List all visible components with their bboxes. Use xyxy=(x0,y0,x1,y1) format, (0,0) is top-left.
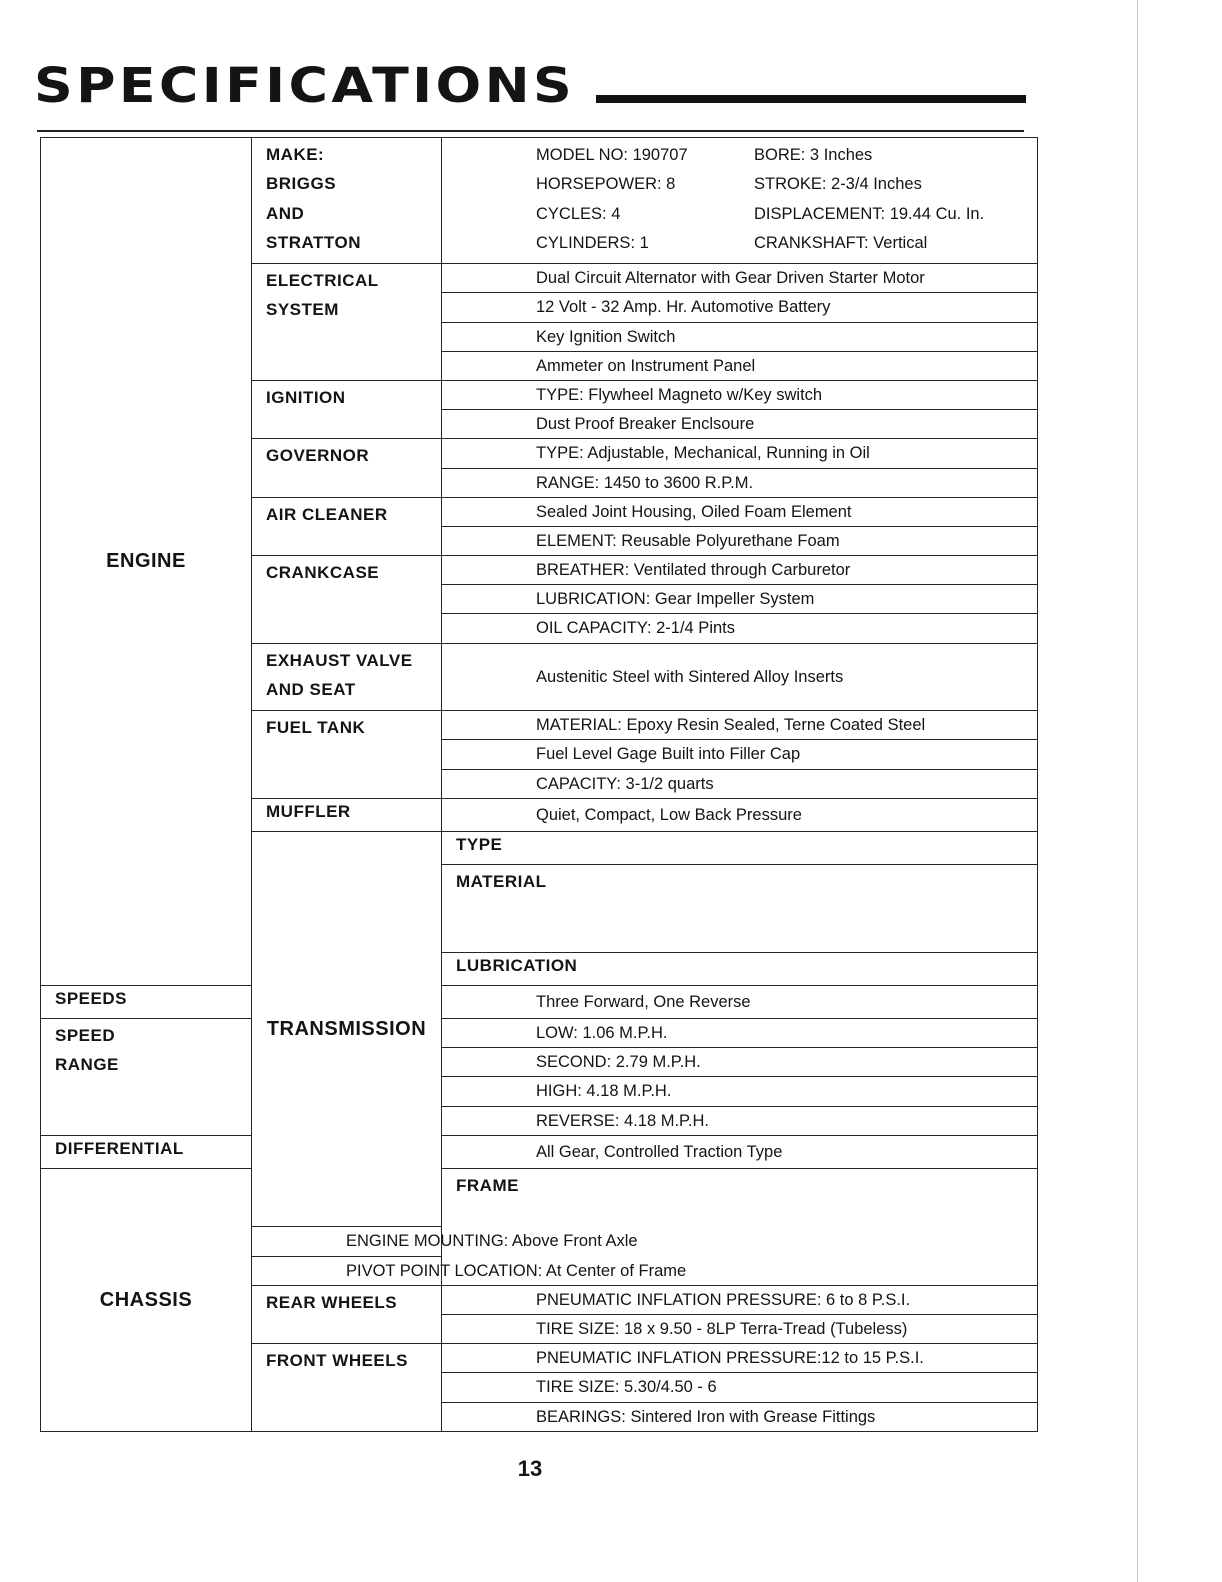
section-chassis: CHASSIS xyxy=(41,1169,252,1432)
type-label: TYPE xyxy=(456,834,503,854)
specifications-table xyxy=(40,137,1038,1432)
spec-value: BREATHER: Ventilated through Carburetor xyxy=(442,556,1038,585)
component-rear-wheels xyxy=(252,1285,442,1343)
table-row xyxy=(41,1019,1038,1048)
spec-value: PIVOT POINT LOCATION: At Center of Frame xyxy=(252,1256,442,1285)
table-row xyxy=(41,985,1038,1018)
spec-value: DISPLACEMENT: 19.44 Cu. In. xyxy=(754,204,985,223)
component-material xyxy=(442,865,1038,953)
component-front-wheels xyxy=(252,1344,442,1432)
material-label: MATERIAL xyxy=(456,872,547,892)
component-electrical xyxy=(252,264,442,381)
speeds-label: SPEEDS xyxy=(55,988,127,1008)
spec-value: REVERSE: 4.18 M.P.H. xyxy=(442,1106,1038,1135)
spec-value: RANGE: 1450 to 3600 R.P.M. xyxy=(442,468,1038,497)
page-title: SPECIFICATIONS xyxy=(34,58,576,114)
spec-value: Ammeter on Instrument Panel xyxy=(442,351,1038,380)
spec-value: Three Forward, One Reverse xyxy=(442,985,1038,1018)
spec-value: LOW: 1.06 M.P.H. xyxy=(442,1019,1038,1048)
component-type xyxy=(442,831,1038,864)
crankcase-label: CRANKCASE xyxy=(266,563,380,583)
page-number: 13 xyxy=(517,1456,543,1481)
component-ignition xyxy=(252,380,442,438)
spec-value: Key Ignition Switch xyxy=(442,322,1038,351)
component-crankcase xyxy=(252,556,442,644)
spec-value: SECOND: 2.79 M.P.H. xyxy=(442,1048,1038,1077)
spec-value: Fuel Level Gage Built into Filler Cap xyxy=(442,740,1038,769)
component-make xyxy=(252,138,442,264)
fuel-tank-label: FUEL TANK xyxy=(266,718,366,738)
make-label-line: MAKE: xyxy=(266,145,325,164)
frame-label: FRAME xyxy=(456,1176,519,1196)
spec-value: CYLINDERS: 1 xyxy=(536,233,649,252)
air-cleaner-label: AIR CLEANER xyxy=(266,504,388,524)
spec-value: Quiet, Compact, Low Back Pressure xyxy=(442,798,1038,831)
rear-wheels-label: REAR WHEELS xyxy=(266,1292,398,1312)
spec-value: MODEL NO: 190707 xyxy=(536,146,688,164)
spec-value: BORE: 3 Inches xyxy=(754,146,873,164)
spec-value: MATERIAL: Epoxy Resin Sealed, Terne Coated Steel xyxy=(442,711,1038,740)
spec-value: HORSEPOWER: 8 xyxy=(536,175,676,194)
speed-range-label-line: RANGE xyxy=(55,1055,119,1075)
spec-value: BEARINGS: Sintered Iron with Grease Fittings xyxy=(442,1402,1038,1431)
speed-range-label-line: SPEED xyxy=(55,1026,116,1046)
make-label-line: BRIGGS xyxy=(266,174,337,194)
section-engine: ENGINE xyxy=(41,138,252,986)
spec-value: LUBRICATION: Gear Impeller System xyxy=(442,585,1038,614)
exhaust-valve-label-line: AND SEAT xyxy=(266,679,356,699)
spec-value: OIL CAPACITY: 2-1/4 Pints xyxy=(442,614,1038,643)
component-governor xyxy=(252,439,442,497)
table-row xyxy=(41,1169,1038,1198)
lubrication-label: LUBRICATION xyxy=(456,955,578,975)
spec-value: CYCLES: 4 xyxy=(536,204,621,223)
spec-value: Dual Circuit Alternator with Gear Driven Starter Motor xyxy=(442,264,1038,293)
spec-value: STROKE: 2-3/4 Inches xyxy=(754,175,922,194)
table-top-rule xyxy=(37,130,1024,132)
spec-value: TIRE SIZE: 5.30/4.50 - 6 xyxy=(442,1373,1038,1402)
component-muffler xyxy=(252,798,442,831)
spec-value: PNEUMATIC INFLATION PRESSURE:12 to 15 P.S.I. xyxy=(442,1344,1038,1373)
electrical-label-line: ELECTRICAL xyxy=(266,271,379,291)
spec-value: TIRE SIZE: 18 x 9.50 - 8LP Terra-Tread (Tubeless) xyxy=(442,1314,1038,1343)
muffler-label: MUFFLER xyxy=(266,801,351,821)
spec-value: TYPE: Flywheel Magneto w/Key switch xyxy=(442,380,1038,409)
governor-label: GOVERNOR xyxy=(266,446,370,466)
title-underline xyxy=(596,95,1026,103)
spec-value: Sealed Joint Housing, Oiled Foam Element xyxy=(442,497,1038,526)
spec-value: Dust Proof Breaker Enclsoure xyxy=(442,410,1038,439)
page-edge-line xyxy=(1137,0,1138,1582)
exhaust-valve-label-line: EXHAUST VALVE xyxy=(266,650,413,670)
spec-value: HIGH: 4.18 M.P.H. xyxy=(442,1077,1038,1106)
spec-value: TYPE: Adjustable, Mechanical, Running in Oil xyxy=(442,439,1038,468)
spec-value: CAPACITY: 3-1/2 quarts xyxy=(442,769,1038,798)
component-fuel-tank xyxy=(252,711,442,799)
component-speed-range xyxy=(41,1019,252,1136)
component-speeds xyxy=(41,985,252,1018)
make-label-line: STRATTON xyxy=(266,232,361,252)
differential-label: DIFFERENTIAL xyxy=(55,1138,184,1158)
spec-value: ELEMENT: Reusable Polyurethane Foam xyxy=(442,526,1038,555)
component-air-cleaner xyxy=(252,497,442,555)
spec-value: CRANKSHAFT: Vertical xyxy=(754,233,928,252)
component-lubrication xyxy=(442,952,1038,985)
spec-value: Austenitic Steel with Sintered Alloy Inserts xyxy=(442,643,1038,711)
spec-value: All Gear, Controlled Traction Type xyxy=(442,1135,1038,1168)
ignition-label: IGNITION xyxy=(266,387,346,407)
spec-value: 12 Volt - 32 Amp. Hr. Automotive Battery xyxy=(442,293,1038,322)
component-exhaust-valve xyxy=(252,643,442,711)
table-row xyxy=(41,1135,1038,1168)
component-differential xyxy=(41,1135,252,1168)
electrical-label-line: SYSTEM xyxy=(266,300,339,320)
make-values xyxy=(442,138,1038,264)
spec-value: ENGINE MOUNTING: Above Front Axle xyxy=(252,1227,442,1256)
table-row xyxy=(41,138,1038,264)
make-label-line: AND xyxy=(266,203,305,223)
spec-value: PNEUMATIC INFLATION PRESSURE: 6 to 8 P.S.I. xyxy=(442,1285,1038,1314)
section-transmission: TRANSMISSION xyxy=(252,831,442,1226)
front-wheels-label: FRONT WHEELS xyxy=(266,1351,408,1371)
